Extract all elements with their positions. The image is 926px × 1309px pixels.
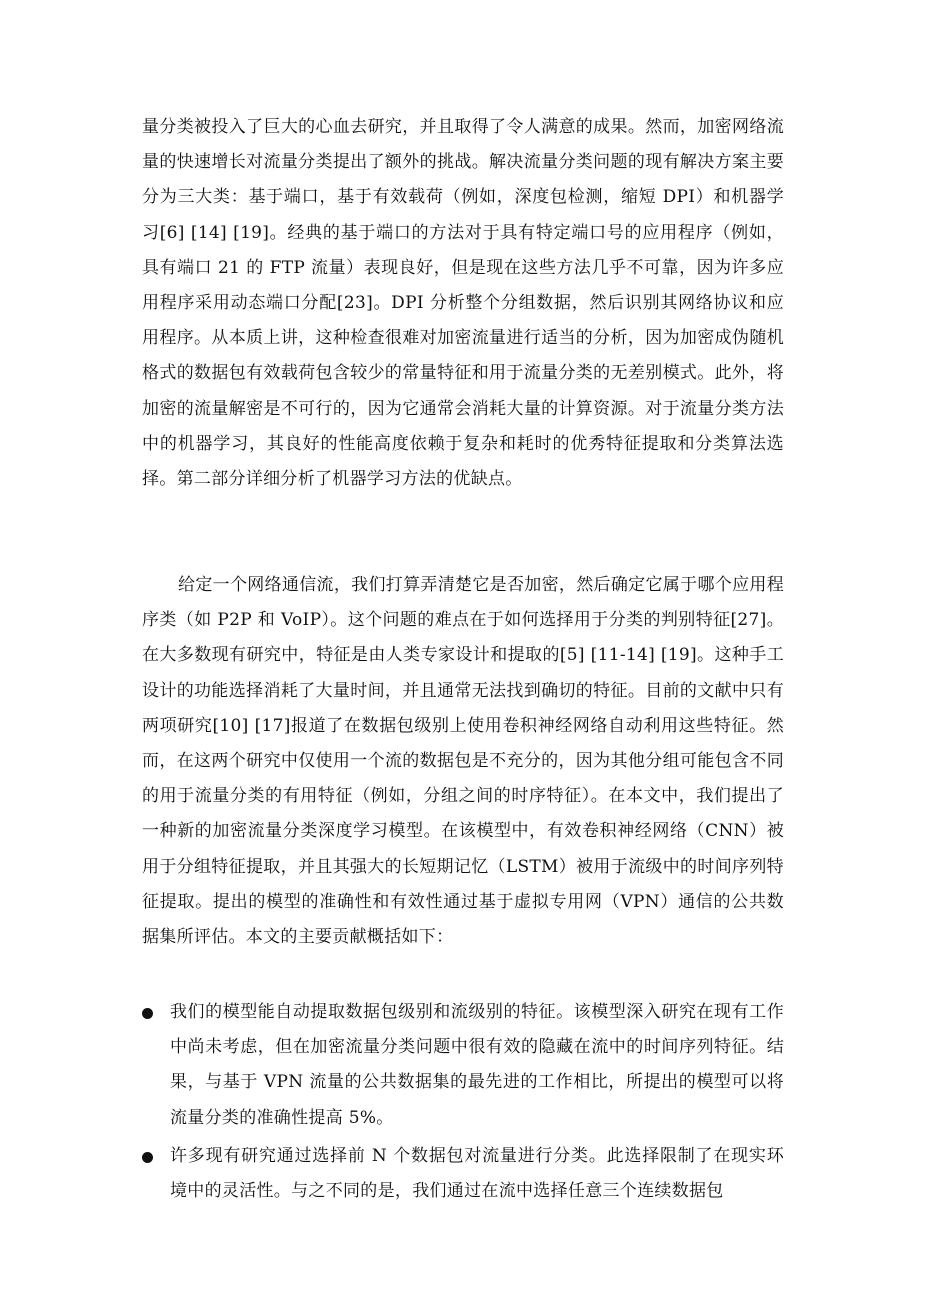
body-paragraph-1: 量分类被投入了巨大的心血去研究，并且取得了令人满意的成果。然而，加密网络流量的快速增长对流量分类提出了额外的挑战。解决流量分类问题的现有解决方案主要分为三大类：基于端口，基于有效载荷（例如，深度包检测，缩短 DPI）和机器学习[6] [14] [19]。经典的基于端口的方法对于具有特定端口号的应用程序（例如，具有端口 21 的 FTP 流量）表现良好，但是现在这些方法几乎不可靠，因为许多应用程序采用动态端口分配[23]。DPI 分析整个分组数据，然后识别其网络协议和应用程序。从本质上讲，这种检查很难对加密流量进行适当的分析，因为加密成伪随机格式的数据包有效载荷包含较少的常量特征和用于流量分类的无差别模式。此外，将加密的流量解密是不可行的，因为它通常会消耗大量的计算资源。对于流量分类方法中的机器学习，其良好的性能高度依赖于复杂和耗时的优秀特征提取和分类算法选择。第二部分详细分析了机器学习方法的优缺点。 <box>142 117 784 490</box>
bullet-icon <box>142 1008 153 1019</box>
bullet-icon <box>142 1152 153 1163</box>
body-paragraph-2: 给定一个网络通信流，我们打算弄清楚它是否加密，然后确定它属于哪个应用程序类（如 P2P 和 VoIP）。这个问题的难点在于如何选择用于分类的判别特征[27]。在大多数现有研究中，特征是由人类专家设计和提取的[5] [11-14] [19]。这种手工设计的功能选择消耗了大量时间，并且通常无法找到确切的特征。目前的文献中只有两项研究[10] [17]报道了在数据包级别上使用卷积神经网络自动利用这些特征。然而，在这两个研究中仅使用一个流的数据包是不充分的，因为其他分组可能包含不同的用于流量分类的有用特征（例如，分组之间的时序特征）。在本文中，我们提出了一种新的加密流量分类深度学习模型。在该模型中，有效卷积神经网络（CNN）被用于分组特征提取，并且其强大的长短期记忆（LSTM）被用于流级中的时间序列特征提取。提出的模型的准确性和有效性通过基于虚拟专用网（VPN）通信的公共数据集所评估。本文的主要贡献概括如下： <box>142 575 784 948</box>
list-item-text: 许多现有研究通过选择前 N 个数据包对流量进行分类。此选择限制了在现实环境中的灵活性。与之不同的是，我们通过在流中选择任意三个连续数据包 <box>170 1146 784 1202</box>
list-item-text: 我们的模型能自动提取数据包级别和流级别的特征。该模型深入研究在现有工作中尚未考虑，但在加密流量分类问题中很有效的隐藏在流中的时间序列特征。结果，与基于 VPN 流量的公共数据集的最先进的工作相比，所提出的模型可以将流量分类的准确性提高 5%。 <box>170 1002 784 1128</box>
